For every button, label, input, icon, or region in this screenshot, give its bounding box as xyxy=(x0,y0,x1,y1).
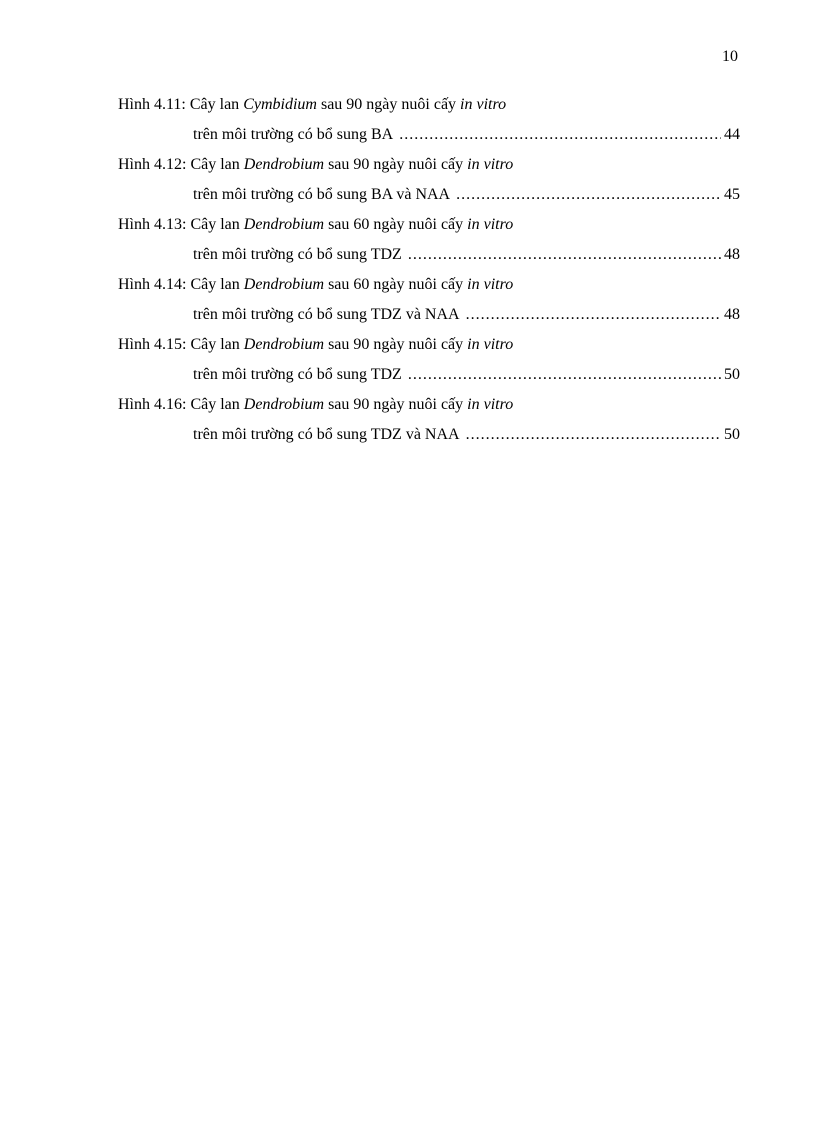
figure-entry-4-13[interactable] xyxy=(118,215,740,275)
entry-page-number: 48 xyxy=(724,246,740,263)
figure-label: Hình 4.16: xyxy=(118,396,187,413)
figure-entry-4-16[interactable] xyxy=(118,395,740,455)
entry-description-line xyxy=(193,425,740,455)
entry-title-line: Hình 4.11: Cây lan Cymbidium sau 90 ngày nuôi cấy in vitro xyxy=(118,96,507,113)
genus-name: Dendrobium xyxy=(243,336,325,353)
entry-title-line: Hình 4.15: Cây lan Dendrobium sau 90 ngày nuôi cấy in vitro xyxy=(118,336,514,353)
genus-name: Dendrobium xyxy=(243,396,325,413)
dot-leader xyxy=(456,185,721,205)
genus-name: Dendrobium xyxy=(243,156,325,173)
entry-description-line xyxy=(193,245,740,275)
genus-name: Cymbidium xyxy=(243,96,317,113)
method-term: in vitro xyxy=(467,216,514,233)
entry-description-line xyxy=(193,125,740,155)
entry-title-line: Hình 4.13: Cây lan Dendrobium sau 60 ngày nuôi cấy in vitro xyxy=(118,216,514,233)
method-term: in vitro xyxy=(467,156,514,173)
entry-description-line xyxy=(193,365,740,395)
figure-list xyxy=(118,95,740,455)
method-term: in vitro xyxy=(460,96,507,113)
figure-entry-4-15[interactable] xyxy=(118,335,740,395)
entry-page-number: 50 xyxy=(724,366,740,383)
entry-title-line: Hình 4.14: Cây lan Dendrobium sau 60 ngày nuôi cấy in vitro xyxy=(118,276,514,293)
entry-description: trên môi trường có bổ sung TDZ và NAA xyxy=(193,306,460,323)
figure-label: Hình 4.12: xyxy=(118,156,187,173)
entry-page-number: 50 xyxy=(724,426,740,443)
method-term: in vitro xyxy=(467,336,514,353)
genus-name: Dendrobium xyxy=(243,216,325,233)
entry-description: trên môi trường có bổ sung BA và NAA xyxy=(193,186,451,203)
entry-description: trên môi trường có bổ sung TDZ xyxy=(193,366,402,383)
dot-leader xyxy=(466,305,721,325)
entry-title-line: Hình 4.12: Cây lan Dendrobium sau 90 ngày nuôi cấy in vitro xyxy=(118,156,514,173)
method-term: in vitro xyxy=(467,396,514,413)
figure-entry-4-12[interactable] xyxy=(118,155,740,215)
dot-leader xyxy=(408,365,721,385)
figure-label: Hình 4.11: xyxy=(118,96,186,113)
entry-description-line xyxy=(193,305,740,335)
entry-description-line xyxy=(193,185,740,215)
figure-label: Hình 4.15: xyxy=(118,336,187,353)
entry-title-line: Hình 4.16: Cây lan Dendrobium sau 90 ngày nuôi cấy in vitro xyxy=(118,396,514,413)
dot-leader xyxy=(408,245,721,265)
method-term: in vitro xyxy=(467,276,514,293)
entry-page-number: 45 xyxy=(724,186,740,203)
entry-description: trên môi trường có bổ sung BA xyxy=(193,126,394,143)
figure-entry-4-14[interactable] xyxy=(118,275,740,335)
figure-label: Hình 4.14: xyxy=(118,276,187,293)
dot-leader xyxy=(466,425,721,445)
entry-description: trên môi trường có bổ sung TDZ và NAA xyxy=(193,426,460,443)
entry-page-number: 48 xyxy=(724,306,740,323)
genus-name: Dendrobium xyxy=(243,276,325,293)
entry-description: trên môi trường có bổ sung TDZ xyxy=(193,246,402,263)
figure-label: Hình 4.13: xyxy=(118,216,187,233)
entry-page-number: 44 xyxy=(724,126,740,143)
page-number: 10 xyxy=(722,48,738,65)
dot-leader xyxy=(399,125,721,145)
figure-entry-4-11[interactable] xyxy=(118,95,740,155)
